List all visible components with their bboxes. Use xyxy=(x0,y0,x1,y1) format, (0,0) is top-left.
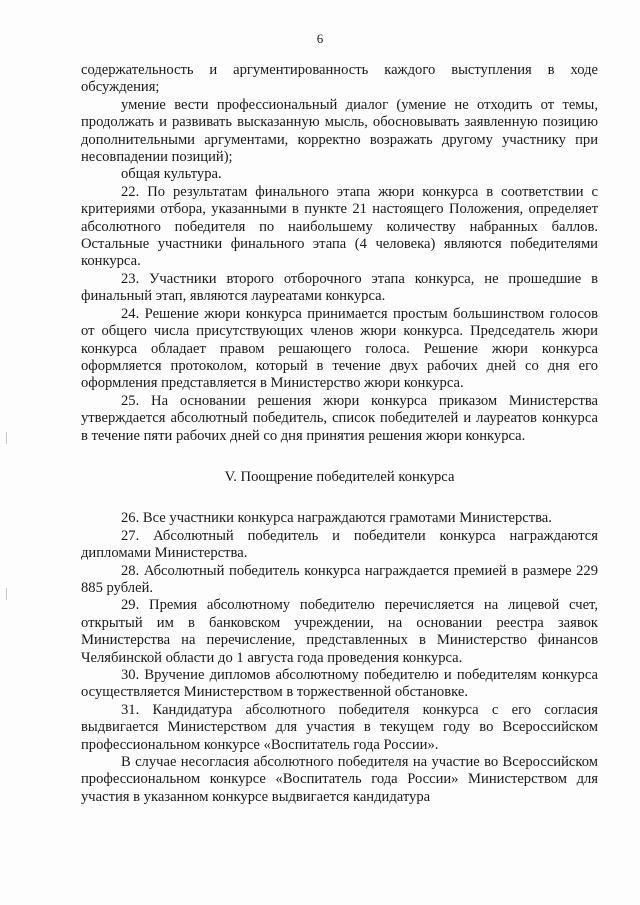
paragraph: В случае несогласия абсолютного победителя на участие во Всероссийском профессиональном конкурсе «Воспитатель года России» Министерством для участия в указанном конкурсе выдвигается кандидатура xyxy=(81,754,598,805)
paragraph: умение вести профессиональный диалог (умение не отходить от темы, продолжать и развивать высказанную мысль, обосновывать заявленную позицию дополнительными аргументами, корректно возражать другому участнику при несовпадении позиций); xyxy=(81,96,598,166)
paragraph-25: 25. На основании решения жюри конкурса приказом Министерства утверждается абсолютный победитель, список победителей и лауреатов конкурса в течение пяти рабочих дней со дня принятия решения жюри конкурса. xyxy=(81,392,598,444)
paragraph: общая культура. xyxy=(121,166,222,183)
section-heading: V. Поощрение победителей конкурса xyxy=(224,468,455,485)
paragraph-22: 22. По результатам финального этапа жюри конкурса в соответствии с критериями отбора, указанными в пункте 21 настоящего Положения, определяет абсолютного победителя по наибольшему количеству набранных баллов. Остальные участники финального этапа (4 человека) являются победителями конкурса. xyxy=(81,183,598,270)
paragraph-24: 24. Решение жюри конкурса принимается простым большинством голосов от общего числа присутствующих членов жюри конкурса. Председатель жюри конкурса обладает правом решающего голоса. Решение жюри конкурса оформляется протоколом, который в течение двух рабочих дней со дня его оформления представляется в Министерство жюри конкурса. xyxy=(81,305,598,392)
scan-margin-mark xyxy=(6,432,7,444)
paragraph-26: 26. Все участники конкурса награждаются грамотами Министерства. xyxy=(121,510,552,527)
paragraph-28: 28. Абсолютный победитель конкурса награждается премией в размере 229 885 рублей. xyxy=(81,562,598,596)
paragraph-27: 27. Абсолютный победитель и победители конкурса награждаются дипломами Министерства. xyxy=(81,527,598,562)
paragraph-30: 30. Вручение дипломов абсолютному победителю и победителям конкурса осуществляется Министерством в торжественной обстановке. xyxy=(81,667,598,701)
document-body xyxy=(81,62,598,806)
paragraph: содержательность и аргументированность каждого выступления в ходе обсуждения; xyxy=(81,62,598,96)
page-number: 6 xyxy=(316,31,324,46)
paragraph-23: 23. Участники второго отборочного этапа конкурса, не прошедшие в финальный этап, являются лауреатами конкурса. xyxy=(81,270,598,305)
paragraph-29: 29. Премия абсолютному победителю перечисляется на лицевой счет, открытый им в банковском учреждении, на основании реестра заявок Министерства на перечисление, представленных в Министерство финансов Челябинской области до 1 августа года проведения конкурса. xyxy=(81,597,598,666)
paragraph-31: 31. Кандидатура абсолютного победителя конкурса с его согласия выдвигается Министерством для участия в текущем году во Всероссийском профессиональном конкурсе «Воспитатель года России». xyxy=(81,701,598,753)
scan-margin-mark xyxy=(6,588,7,600)
